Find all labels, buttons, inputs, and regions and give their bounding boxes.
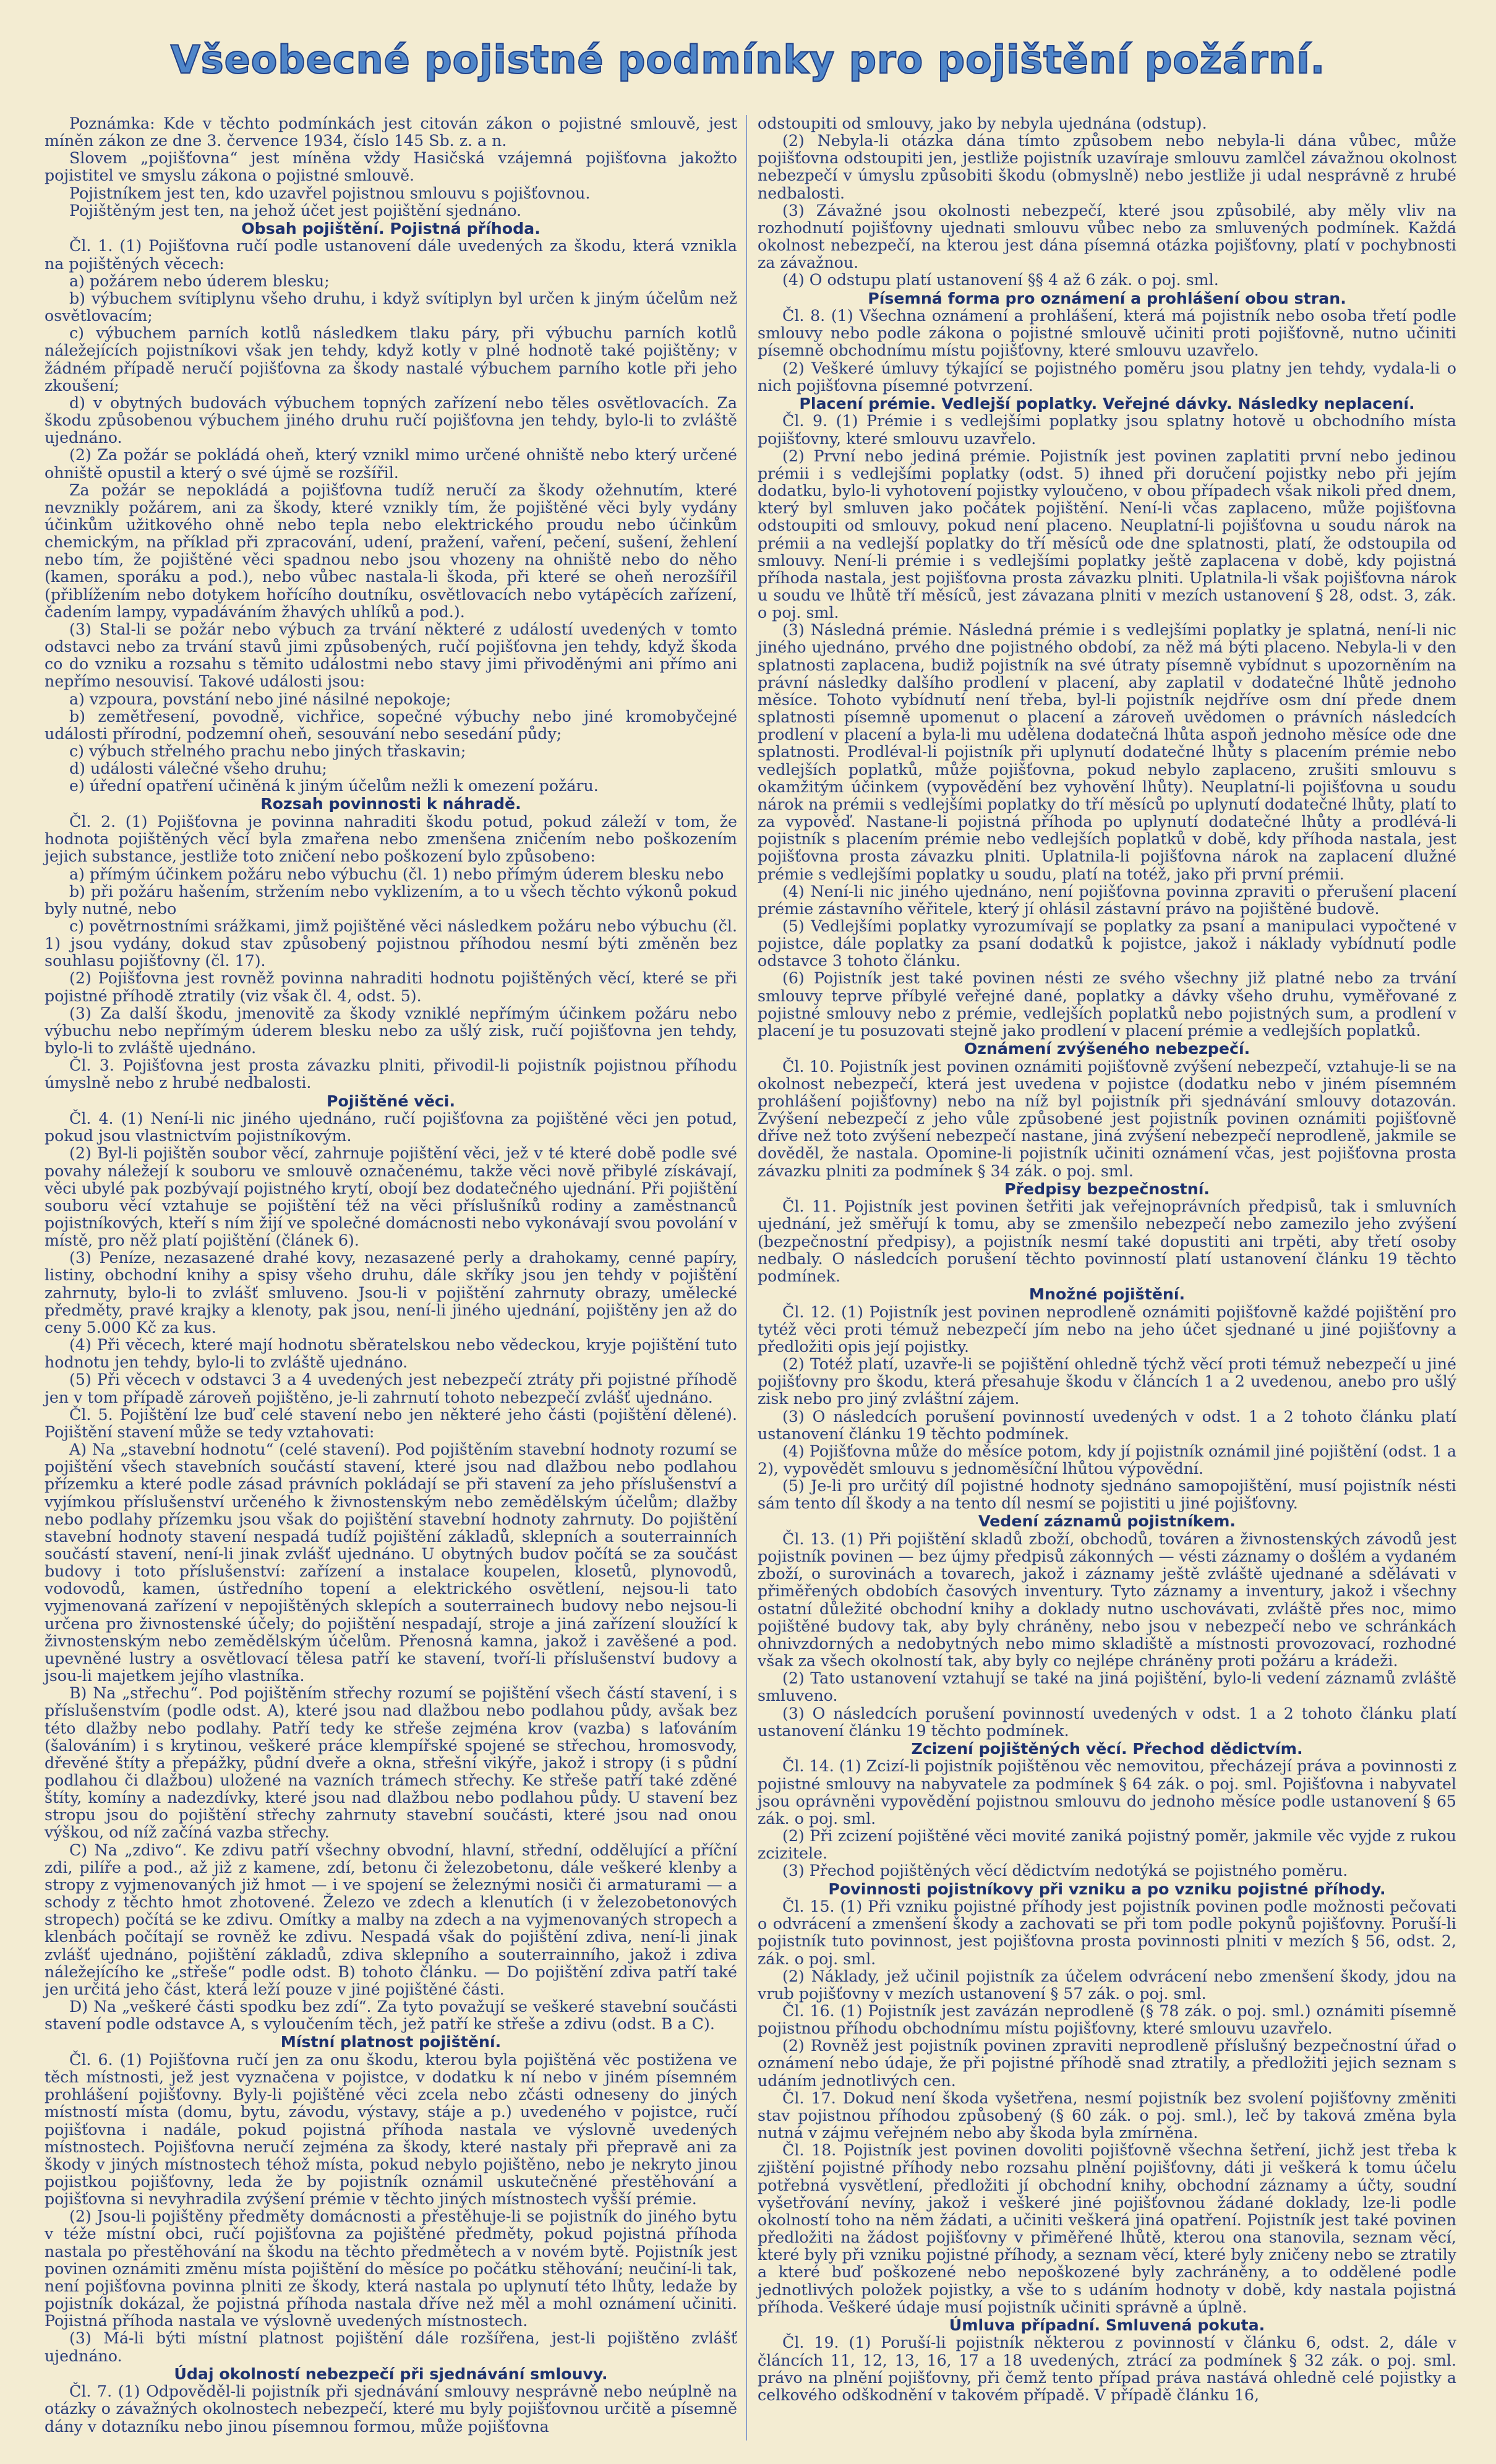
paragraph: Čl. 14. (1) Zcizí-li pojistník pojištěnou věc nemovitou, přecházejí práva a povinnosti z pojistné smlouvy na nabyvatele za podmínek § 64 zák. o poj. sml. Pojišťovna i nabyvatel jsou oprávněni vypovědění pojistnou smlouvu do jednoho měsíce podle ustanovení § 65 zák. o poj. sml. bbox=[758, 1757, 1456, 1828]
section-heading: Povinnosti pojistníkovy při vzniku a po vzniku pojistné příhody. bbox=[828, 1880, 1386, 1898]
paragraph: (4) O odstupu platí ustanovení §§ 4 až 6 zák. o poj. sml. bbox=[782, 271, 1219, 289]
paragraph: (4) Pojišťovna může do měsíce potom, kdy jí pojistník oznámil jiné pojištění (odst. 1 a 2), vypovědět smlouvu s jednoměsíční lhůtou výpovědní. bbox=[758, 1442, 1456, 1478]
paragraph: (2) Veškeré úmluvy týkající se pojistného poměru jsou platny jen tehdy, vydala-li o nich pojišťovna písemné potvrzení. bbox=[758, 359, 1456, 395]
paragraph: Čl. 5. Pojištění lze buď celé stavení nebo jen některé jeho části (pojištění dělené). Pojištění stavení může se tedy vztahovati: bbox=[45, 1405, 737, 1441]
section-heading: Zcizení pojištěných věcí. Přechod dědictvím. bbox=[911, 1739, 1303, 1758]
paragraph: B) Na „střechu“. Pod pojištěním střechy rozumí se pojištění všech částí stavení, i s příslušenstvím (podle odst. A), které jsou nad dlažbou nebo podlahou půdy, avšak bez této dlažby nebo podlahy. Patří tedy ke střeše zejména krov (vazba) s laťováním (šalováním) i s krytinou, veškeré práce klempířské spojené se střechou, hromosvody, dřevěné štíty a přepážky, půdní dveře a okna, střešní vikýře, jakož i stropy (i s půdní podlahou či dlažbou) uložené na vazních trámech střechy. Ke střeše patří také zděné štíty, komíny a nadezdívky, které jsou nad dlažbou nebo podlahou půdy. U stavení bez stropu jsou do pojištění střechy zahrnuty stavební součásti, které jsou nad onou výškou, od níž začíná vazba střechy. bbox=[45, 1684, 737, 1842]
paragraph: a) požárem nebo úderem blesku; bbox=[69, 272, 330, 290]
paragraph: (2) Pojišťovna jest rovněž povinna nahraditi hodnotu pojištěných věcí, které se při pojistné příhodě ztratily (viz však čl. 4, odst. 5). bbox=[45, 969, 737, 1005]
paragraph: Čl. 11. Pojistník jest povinen šetřiti jak veřejnoprávních předpisů, tak i smluvních ujednání, jež směřují k tomu, aby se zmenšilo nebezpečí nebo zamezilo jeho zvýšení (bezpečnostní předpisy), a pojistník nesmí také dopustiti ani trpěti, aby třetí osoby nedbaly. O následcích porušení těchto povinností platí ustanovení článku 19 těchto podmínek. bbox=[758, 1197, 1456, 1285]
paragraph: d) události válečné všeho druhu; bbox=[69, 759, 327, 778]
section-heading: Vedení záznamů pojistníkem. bbox=[978, 1512, 1236, 1531]
paragraph: A) Na „stavební hodnotu“ (celé stavení). Pod pojištěním stavební hodnoty rozumí se pojištění všech stavebních součástí stavení, které jsou nad dlažbou nebo podlahou přízemku a které podle zásad právních pokládají se při stavení za jeho příslušenství a vyjímkou příslušenství určeného k živnostenským nebo zemědělským účelům; dlažby nebo podlahy přízemku jsou však do pojištění stavební hodnoty zahrnuty. Do pojištění stavební hodnoty stavení nespadá tudíž pojištění základů, sklepních a souterrainních součástí stavení, není-li jinak zvlášť ujednáno. U obytných budov počítá se za součást budovy i toto příslušenství: zařízení a instalace koupelen, klosetů, plynovodů, vodovodů, kamen, ústředního topení a elektrického osvětlení, nejsou-li tato vyjmenovaná zařízení v nepojištěných sklepích a souterrainech budovy nebo nejsou-li určena pro živnostenské účely; do pojištění nespadají, stroje a jiná zařízení sloužící k živnostenským nebo zemědělským účelům. Přenosná kamna, jakož i zavěšené a pod. upevněné lustry a osvětlovací tělesa patří ke stavení, tvoří-li příslušenství budovy a jsou-li majetkem jejího vlastníka. bbox=[45, 1440, 737, 1685]
paragraph: (2) Náklady, jež učinil pojistník za účelem odvrácení nebo zmenšení škody, jdou na vrub pojišťovny v mezích ustanovení § 57 zák. o poj. sml. bbox=[758, 1967, 1456, 2003]
paragraph: (5) Při věcech v odstavci 3 a 4 uvedených jest nebezpečí ztráty při pojistné příhodě jen v tom případě zároveň pojištěno, je-li zahrnutí tohoto nebezpečí zvlášť ujednáno. bbox=[45, 1371, 737, 1406]
paragraph: (4) Při věcech, které mají hodnotu sběratelskou nebo vědeckou, kryje pojištění tuto hodnotu jen tehdy, bylo-li to zvláště ujednáno. bbox=[45, 1336, 737, 1372]
paragraph: e) úřední opatření učiněná k jiným účelům nežli k omezení požáru. bbox=[69, 777, 599, 795]
paragraph: C) Na „zdivo“. Ke zdivu patří všechny obvodní, hlavní, střední, oddělující a příční zdi, pilíře a pod., až již z kamene, zdí, betonu či železobetonu, dále veškeré klenby a stropy z vyjmenovaných již hmot — i ve spojení se železnými nosiči či armaturami — a schody z těchto hmot zhotovené. Železo ve zdech a klenutích (i v železobetonových stropech) počítá se ke zdivu. Omítky a malby na zdech a na vyjmenovaných stropech a klenbách počítají se rovněž ke zdivu. Nespadá však do pojištění zdiva, není-li jinak zvlášť ujednáno, pojištění základů, zdiva sklepního a souterrainního, jakož i zdiva náležejícího ke „střeše“ podle odst. B) tohoto článku. — Do pojištění zdiva patří také jen určitá jeho část, která leží pouze v jiné pojištěné části. bbox=[45, 1841, 737, 1998]
paragraph: (5) Vedlejšími poplatky vyrozumívají se poplatky za psaní a manipulaci vypočtené v pojistce, dále poplatky za psaní dodatků k pojistce, jakož i náklady vybídnutí podle odstavce 3 tohoto článku. bbox=[758, 917, 1456, 970]
paragraph: (3) Následná prémie. Následná prémie i s vedlejšími poplatky je splatná, není-li nic jiného ujednáno, prvého dne pojistného období, za něž má býti placeno. Nebyla-li v den splatnosti zaplacena, budiž pojistník na své útraty písemně vybídnut s upozorněním na právní následky dalšího prodlení v placení, aby zaplatil v dodatečné lhůtě jednoho měsíce. Tohoto vybídnutí není třeba, byl-li pojistník nejdříve osm dní přede dnem splatnosti písemně upomenut o placení a zároveň uvědomen o právních následcích prodlení v placení a byla-li mu udělena dodatečná lhůta aspoň jednoho měsíce ode dne splatnosti. Prodléval-li pojistník při uplynutí dodatečné lhůty s placením prémie nebo vedlejších poplatků, může pojišťovna, pokud nebylo zaplaceno, zrušiti smlouvu s okamžitým účinkem (vypovědění bez vyhovění lhůty). Neuplatní-li pojišťovna u soudu nárok na prémii s vedlejšími poplatky do tří měsíců po uplynutí dodatečné lhůty, platí to za vypověď. Nastane-li pojistná příhoda po uplynutí dodatečné lhůty a prodlévá-li pojistník s placením prémie nebo vedlejších poplatků v době, kdy příhoda nastala, jest pojišťovna prosta závazku plniti. Uplatnila-li pojišťovna nárok na zaplacení dlužné prémie s vedlejšími poplatky u soudu, platí na totéž, jako při první prémii. bbox=[758, 621, 1456, 883]
paragraph: (3) Stal-li se požár nebo výbuch za trvání některé z událostí uvedených v tomto odstavci nebo za trvání stavů jimi způsobených, ručí pojišťovna jen tehdy, když škoda co do vzniku a rozsahu s těmito událostmi nebo stavy jimi přivoděnými ani přímo ani nepřímo nesouvisí. Takové události jsou: bbox=[45, 620, 737, 691]
paragraph: Poznámka: Kde v těchto podmínkách jest citován zákon o pojistné smlouvě, jest míněn zákon ze dne 3. července 1934, číslo 145 Sb. z. a n. bbox=[45, 114, 737, 150]
section-heading: Pojištěné věci. bbox=[326, 1092, 456, 1110]
paragraph: Čl. 18. Pojistník jest povinen dovoliti pojišťovně všechna šetření, jichž jest třeba k zjištění pojistné příhody nebo rozsahu plnění pojišťovny, dáti ji veškerá k tomu účelu potřebná vysvětlení, předložiti jí obchodní knihy, obchodní záznamy a účty, soudní vyšetřování nevíny, jakož i veškeré jiné pojišťovnou žádané doklady, lze-li podle okolností toho na něm žádati, a učiniti veškerá jiná opatření. Pojistník jest také povinen předložiti na žádost pojišťovny v přiměřené lhůtě, kterou ona stanovila, seznam věcí, které byly při vzniku pojistné příhody, a seznam věcí, které byly zničeny nebo se ztratily a které buď poškozené nebo nepoškozené byly zachráněny, a to oddělené podle jednotlivých položek pojistky, a vše to s udáním hodnoty v době, kdy nastala pojistná příhoda. Veškeré údaje musí pojistník učiniti správně a úplně. bbox=[758, 2141, 1456, 2316]
paragraph: Čl. 1. (1) Pojišťovna ručí podle ustanovení dále uvedených za škodu, která vznikla na pojištěných věcech: bbox=[45, 237, 737, 273]
paragraph: (2) Rovněž jest pojistník povinen zpraviti neprodleně příslušný bezpečnostní úřad o oznámení nebo údaje, že při pojistné příhodě snad ztratily, a předložiti jejich seznam s udáním jednotlivých cen. bbox=[758, 2037, 1456, 2090]
paragraph: Čl. 16. (1) Pojistník jest zavázán neprodleně (§ 78 zák. o poj. sml.) oznámiti písemně pojistnou příhodu obchodnímu místu pojišťovny, které smlouvu uzavřelo. bbox=[758, 2002, 1456, 2038]
paragraph: Čl. 6. (1) Pojišťovna ručí jen za onu škodu, kterou byla pojištěná věc postižena ve těch místnosti, jež jest vyznačena v pojistce, v dodatku k ní nebo v jiném písemném prohlášení pojišťovny. Byly-li pojištěné věci zcela nebo zčásti odneseny do jiných místností místa (domu, bytu, závodu, výstavy, stáje a p.) uvedeného v pojistce, ručí pojišťovna i nadále, pokud pojistná příhoda nastala ve výslovně uvedených místnostech. Pojišťovna neručí zejména za škody, které nastaly při přepravě ani za škody v jiných místnostech téhož místa, pokud nebylo pojištěno, nebo je nekryto jinou pojistkou pojišťovny, leda že by pojistník oznámil uskutečněné přestěhování a pojišťovna si nevyhradila zvýšení prémie v těchto jiných místnostech vyšší prémie. bbox=[45, 2050, 737, 2209]
paragraph: Čl. 10. Pojistník jest povinen oznámiti pojišťovně zvýšení nebezpečí, vztahuje-li se na okolnost nebezpečí, která jest uvedena v pojistce (dodatku nebo v jiném písemném prohlášení pojišťovny) nebo na níž byl pojistník při sjednávání smlouvy dotazován. Zvýšení nebezpečí z jeho vůle způsobené jest pojistník povinen oznámiti pojišťovně dříve než toto zvýšení nebezpečí nastane, jiná zvýšení nebezpečí neprodleně, jakmile se dověděl, že nastala. Opomine-li pojistník učiniti oznámení včas, jest pojišťovna prosta závazku plniti za podmínek § 34 zák. o poj. sml. bbox=[758, 1057, 1456, 1180]
paragraph: Čl. 7. (1) Odpověděl-li pojistník při sjednávání smlouvy nesprávně nebo neúplně na otázky o závažných okolnostech nebezpečí, které mu byly pojišťovnou určitě a písemně dány v dotazníku nebo jinou písemnou formou, může pojišťovna bbox=[45, 2382, 737, 2436]
paragraph: (3) Závažné jsou okolnosti nebezpečí, které jsou způsobilé, aby měly vliv na rozhodnutí pojišťovny ujednati smlouvu vůbec nebo za smluvených podmínek. Každá okolnost nebezpečí, na kterou jest dána písemná otázka pojišťovny, platí v pochybnosti za závažnou. bbox=[758, 201, 1456, 272]
section-heading: Placení prémie. Vedlejší poplatky. Veřejné dávky. Následky neplacení. bbox=[799, 394, 1415, 413]
paragraph: (6) Pojistník jest také povinen nésti ze svého všechny již platné nebo za trvání smlouvy teprve příbylé veřejné dané, poplatky a dávky všeho druhu, vyměřované z pojistné smlouvy nebo z prémie, vedlejších poplatků nebo pojistných sum, a prodlení v placení je tu posuzovati stejně jako prodlení v placení prémie a vedlejších poplatků. bbox=[758, 969, 1456, 1040]
paragraph: (3) Za další škodu, jmenovitě za škody vzniklé nepřímým účinkem požáru nebo výbuchu nebo nepřímým úderem blesku nebo za ušlý zisk, ručí pojišťovna jen tehdy, bylo-li to zvláště ujednáno. bbox=[45, 1004, 737, 1058]
document-title: Všeobecné pojistné podmínky pro pojištění požární. bbox=[170, 37, 1326, 82]
section-heading: Místní platnost pojištění. bbox=[280, 2033, 502, 2051]
section-heading: Rozsah povinnosti k náhradě. bbox=[260, 795, 521, 813]
paragraph: Slovem „pojišťovna“ jest míněna vždy Hasičská vzájemná pojišťovna jakožto pojistitel ve smyslu zákona o pojistné smlouvě. bbox=[45, 149, 737, 185]
paragraph: (2) Totéž platí, uzavře-li se pojištění ohledně týchž věcí proti témuž nebezpečí u jiné pojišťovny pro škodu, která přesahuje škodu v článcích 1 a 2 uvedenou, anebo pro ušlý zisk nebo pro jiný zvláštní zájem. bbox=[758, 1355, 1456, 1408]
paragraph: Čl. 8. (1) Všechna oznámení a prohlášení, která má pojistník nebo osoba třetí podle smlouvy nebo podle zákona o pojistné smlouvě učiniti proti pojišťovně, nutno učiniti písemně obchodnímu místu pojišťovny, které smlouvu uzavřelo. bbox=[758, 307, 1456, 360]
paragraph: D) Na „veškeré části spodku bez zdí“. Za tyto považují se veškeré stavební součásti stavení podle odstavce A, s vyloučením těch, jež patří ke střeše a zdivu (odst. B a C). bbox=[45, 1998, 737, 2034]
paragraph: a) přímým účinkem požáru nebo výbuchu (čl. 1) nebo přímým úderem blesku nebo bbox=[69, 865, 724, 883]
paragraph: b) při požáru hašením, stržením nebo vyklizením, a to u všech těchto výkonů pokud byly nutné, nebo bbox=[45, 882, 737, 918]
paragraph: a) vzpoura, povstání nebo jiné násilné nepokoje; bbox=[69, 690, 451, 708]
paragraph: Pojistníkem jest ten, kdo uzavřel pojistnou smlouvu s pojišťovnou. bbox=[69, 184, 591, 202]
section-heading: Množné pojištění. bbox=[1028, 1285, 1186, 1304]
section-heading: Oznámení zvýšeného nebezpečí. bbox=[964, 1040, 1250, 1058]
paragraph: Čl. 13. (1) Při pojištění skladů zboží, obchodů, továren a živnostenských závodů jest pojistník povinen — bez újmy předpisů zákonných — vésti záznamy o došlém a vydaném zboží, o surovinách a tovarech, jakož i záznamy ještě zvláště ujednané a sdělávati v přiměřených obdobích časových inventury. Tyto záznamy a inventury, jakož i všechny ostatní důležité obchodní knihy a doklady nutno uschovávati, zvláště přes noc, mimo pojištěné budovy tak, aby byly chráněny, nebo jsou v nebezpečí nebo ve schránkách ohnivzdorných a nedobytných nebo mimo skladiště a místnosti provozovací, rozhodné však za všech okolností tak, aby byly co nejlépe chráněny proti požáru a krádeži. bbox=[758, 1530, 1456, 1670]
paragraph: (2) Nebyla-li otázka dána tímto způsobem nebo nebyla-li dána vůbec, může pojišťovna odstoupiti jen, jestliže pojistník uzavíraje smlouvu zamlčel závažnou okolnost nebezpečí v úmyslu způsobiti škodu (obmyslně) nebo jestliže ji udal nesprávně z hrubé nedbalosti. bbox=[758, 132, 1456, 202]
right-column bbox=[758, 115, 1456, 2404]
section-heading: Písemná forma pro oznámení a prohlášení obou stran. bbox=[868, 289, 1346, 307]
paragraph: Čl. 19. (1) Poruší-li pojistník některou z povinností v článku 6, odst. 2, dále v článcích 11, 12, 13, 16, 17 a 18 uvedených, ztrácí za podmínek § 32 zák. o poj. sml. právo na plnění pojišťovny, při čemž tento případ práva nastává ohledně celé pojistky a celkového odškodnění v takovém případě. V případě článku 16, bbox=[758, 2334, 1456, 2404]
paragraph: Pojištěným jest ten, na jehož účet jest pojištění sjednáno. bbox=[69, 201, 522, 220]
section-heading: Údaj okolností nebezpečí při sjednávání smlouvy. bbox=[174, 2364, 608, 2383]
section-heading: Předpisy bezpečnostní. bbox=[1004, 1179, 1210, 1198]
paragraph: b) zemětřesení, povodně, vichřice, sopečné výbuchy nebo jiné kromobyčejné události přírodní, podzemní oheň, sesouvání nebo sesedání půdy; bbox=[45, 707, 737, 743]
paragraph: (2) Jsou-li pojištěny předměty domácnosti a přestěhuje-li se pojistník do jiného bytu v téže místní obci, ručí pojišťovna za pojištěné předměty, pokud pojistná příhoda nastala po přestěhování na škodu na těchto předmětech a v novém bytě. Pojistník jest povinen oznámiti změnu místa pojištění do měsíce po počátku stěhování; neučiní-li tak, není pojišťovna povinna plniti ze škody, která nastala po uplynutí této lhůty, ledaže by pojistník dokázal, že pojistná příhoda nastala dříve než měl a mohl oznámení učiniti. Pojistná příhoda nastala ve výslovně uvedených místnostech. bbox=[45, 2207, 737, 2330]
paragraph: c) povětrnostními srážkami, jimž pojištěné věci následkem požáru nebo výbuchu (čl. 1) jsou vydány, dokud stav způsobený pojistnou příhodou nesmí býti změněn bez souhlasu pojišťovny (čl. 17). bbox=[45, 917, 737, 970]
paragraph: (5) Je-li pro určitý díl pojistné hodnoty sjednáno samopojištění, musí pojistník nésti sám tento díl škody a na tento díl nesmí se pojistiti u jiné pojišťovny. bbox=[758, 1477, 1456, 1513]
paragraph: d) v obytných budovách výbuchem topných zařízení nebo těles osvětlovacích. Za škodu způsobenou výbuchem jiného druhu ručí pojišťovna jen tehdy, bylo-li to zvláště ujednáno. bbox=[45, 393, 737, 447]
paragraph: c) výbuchem parních kotlů následkem tlaku páry, při výbuchu parních kotlů náležejících pojistníkovi však jen tehdy, když kotly v plné hodnotě také pojištěny; v žádném případě neručí pojišťovna za škody nastalé výbuchem parního kotle při jeho zkoušení; bbox=[45, 324, 737, 395]
paragraph: (2) Při zcizení pojištěné věci movité zaniká pojistný poměr, jakmile věc vyjde z rukou zcizitele. bbox=[758, 1827, 1456, 1863]
section-heading: Obsah pojištění. Pojistná příhoda. bbox=[241, 219, 541, 237]
paragraph: (2) Za požár se pokládá oheň, který vznikl mimo určené ohniště nebo který určené ohniště opustil a který o své újmě se rozšířil. bbox=[45, 446, 737, 482]
paragraph: odstoupiti od smlouvy, jako by nebyla ujednána (odstup). bbox=[758, 114, 1207, 132]
paragraph: Za požár se nepokládá a pojišťovna tudíž neručí za škody ožehnutím, které nevznikly požárem, ani za škody, které vznikly tím, že pojištěné věci byly vydány účinkům užitkového ohně nebo tepla nebo elektrického proudu nebo účinkům chemickým, na příklad při zpracování, udení, pražení, vaření, pečení, sušení, žehlení nebo tím, že pojištěné věci spadnou nebo jsou vhozeny na ohniště nebo do něho (kamen, sporáku a pod.), nebo vůbec nastala-li škoda, při které se oheň nerozšířil (přiblížením nebo dotykem hořícího doutníku, osvětlovacích nebo vytápěcích zařízení, čadením lampy, vypadáváním žhavých uhlíků a pod.). bbox=[45, 481, 737, 621]
paragraph: (3) Má-li býti místní platnost pojištění dále rozšířena, jest-li pojištěno zvlášť ujednáno. bbox=[45, 2329, 737, 2365]
paragraph: Čl. 17. Dokud není škoda vyšetřena, nesmí pojistník bez svolení pojišťovny změniti stav pojistnou příhodou způsobený (§ 60 zák. o poj. sml.), leč by taková změna byla nutná v zájmu veřejném nebo aby škoda byla zmírněna. bbox=[758, 2089, 1456, 2142]
paragraph: Čl. 15. (1) Při vzniku pojistné příhody jest pojistník povinen podle možnosti pečovati o odvrácení a zmenšení škody a zachovati se při tom podle pokynů pojišťovny. Poruší-li pojistník tuto povinnost, jest pojišťovna prosta povinnosti plniti v mezích § 56, odst. 2, zák. o poj. sml. bbox=[758, 1897, 1456, 1968]
paragraph: c) výbuch střelného prachu nebo jiných třaskavin; bbox=[69, 742, 466, 761]
section-heading: Úmluva případní. Smluvená pokuta. bbox=[949, 2316, 1265, 2334]
paragraph: Čl. 3. Pojišťovna jest prosta závazku plniti, přivodil-li pojistník pojistnou příhodu úmyslně nebo z hrubé nedbalosti. bbox=[45, 1056, 737, 1092]
paragraph: (3) Peníze, nezasazené drahé kovy, nezasazené perly a drahokamy, cenné papíry, listiny, obchodní knihy a spisy všeho druhu, dále skříky jsou jen tehdy v pojištění zahrnuty, bylo-li to zvlášť smluveno. Jsou-li v pojištění zahrnuty obrazy, umělecké předměty, pravé krajky a klenoty, pak jsou, není-li jiného ujednání, pojištěny jen až do ceny 5.000 Kč za kus. bbox=[45, 1249, 737, 1337]
paragraph: (2) První nebo jediná prémie. Pojistník jest povinen zaplatiti první nebo jedinou prémii i s vedlejšími poplatky (odst. 5) ihned při doručení pojistky nebo při jejím dodatku, bylo-li vyhotovení pojistky vyloučeno, v obou případech však nikoli před dnem, který byl smluven jako počátek pojištění. Není-li včas zaplaceno, může pojišťovna odstoupiti od smlouvy, pokud není placeno. Neuplatní-li pojišťovna u soudu nárok na prémii a na vedlejší poplatky do tří měsíců ode dne splatnosti, platí, že odstoupila od smlouvy. Není-li prémie i s vedlejšími poplatky ještě zaplacena v době, kdy pojistná příhoda nastala, jest pojišťovna prosta závazku plniti. Uplatnila-li však pojišťovna nárok u soudu ve lhůtě tří měsíců, jest závazana plniti v mezích ustanovení § 28, odst. 3, zák. o poj. sml. bbox=[758, 447, 1456, 622]
column-divider bbox=[746, 115, 747, 2440]
paragraph: (3) O následcích porušení povinností uvedených v odst. 1 a 2 tohoto článku platí ustanovení článku 19 těchto podmínek. bbox=[758, 1407, 1456, 1443]
paragraph: (3) O následcích porušení povinností uvedených v odst. 1 a 2 tohoto článku platí ustanovení článku 19 těchto podmínek. bbox=[758, 1704, 1456, 1740]
paragraph: (3) Přechod pojištěných věcí dědictvím nedotýká se pojistného poměru. bbox=[782, 1862, 1348, 1880]
paragraph: (2) Byl-li pojištěn soubor věcí, zahrnuje pojištění věci, jež v té které době podle své povahy náležejí k souboru ve smlouvě označenému, takže věci nově přibylé získávají, věci ubylé pak pozbývají pojistného krytí, obojí bez dodatečného ujednání. Při pojištění souboru věcí vztahuje se pojištění též na věci příslušníků rodiny a zaměstnanců pojistníkových, kteří s ním žijí ve společné domácnosti nebo vykonávají svou povolání v místě, pro něž platí pojištění (článek 6). bbox=[45, 1144, 737, 1250]
paragraph: Čl. 12. (1) Pojistník jest povinen neprodleně oznámiti pojišťovně každé pojištění pro tytéž věci proti témuž nebezpečí jím nebo na jeho účet sjednané u jiné pojišťovny a předložiti opis její pojistky. bbox=[758, 1303, 1456, 1356]
left-column bbox=[45, 115, 737, 2436]
paragraph: Čl. 2. (1) Pojišťovna je povinna nahraditi škodu potud, pokud záleží v tom, že hodnota pojištěných věcí byla zmařena nebo zmenšena zničením nebo poškozením jejich substance, jestliže toto zničení nebo poškození bylo způsobeno: bbox=[45, 813, 737, 866]
paragraph: (2) Tato ustanovení vztahují se také na jiná pojištění, bylo-li vedení záznamů zvláště smluveno. bbox=[758, 1669, 1456, 1705]
paragraph: Čl. 9. (1) Prémie i s vedlejšími poplatky jsou splatny hotově u obchodního místa pojišťovny, které smlouvu uzavřelo. bbox=[758, 412, 1456, 448]
paragraph: Čl. 4. (1) Není-li nic jiného ujednáno, ručí pojišťovna za pojištěné věci jen potud, pokud jsou vlastnictvím pojistníkovým. bbox=[45, 1110, 737, 1145]
paragraph: (4) Není-li nic jiného ujednáno, není pojišťovna povinna zpraviti o přerušení placení prémie zástavního věřitele, který jí ohlásil zástavní právo na pojištěné budově. bbox=[758, 882, 1456, 918]
paragraph: b) výbuchem svítiplynu všeho druhu, i když svítiplyn byl určen k jiným účelům než osvětlovacím; bbox=[45, 289, 737, 325]
